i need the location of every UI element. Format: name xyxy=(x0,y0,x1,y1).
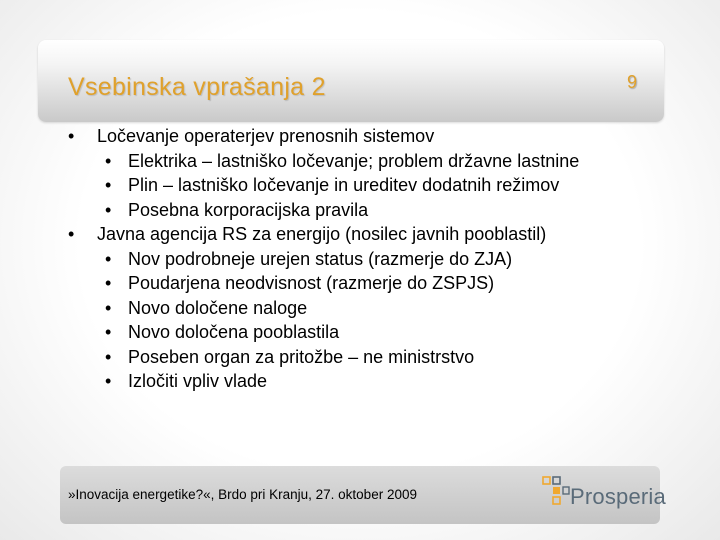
sub-bullet-text: Plin – lastniško ločevanje in ureditev dodatnih režimov xyxy=(128,175,560,195)
sub-bullet-text: Poseben organ za pritožbe – ne ministrstvo xyxy=(128,346,475,367)
bullet-icon: • xyxy=(105,322,112,342)
sub-bullet-text: Novo določena pooblastila xyxy=(128,322,340,342)
prosperia-logo-icon xyxy=(542,476,570,510)
sub-bullet-item xyxy=(60,296,670,321)
sub-bullet-text: Novo določene naloge xyxy=(128,297,308,318)
slide-number: 9 xyxy=(627,72,638,92)
slide-title: Vsebinska vprašanja 2 xyxy=(68,73,326,101)
sub-bullet-item xyxy=(60,198,670,223)
bullet-icon: • xyxy=(105,297,112,318)
sub-bullet-item xyxy=(60,320,670,345)
bullet-icon: • xyxy=(105,150,112,171)
bullet-icon: • xyxy=(68,224,75,244)
bullet-text: Ločevanje operaterjev prenosnih sistemov xyxy=(97,126,435,146)
sub-bullet-text: Posebna korporacijska pravila xyxy=(128,199,369,220)
sub-bullet-item xyxy=(60,369,670,394)
bullet-item xyxy=(60,222,670,247)
sub-bullet-item xyxy=(60,173,670,198)
logo-text: Prosperia xyxy=(570,484,666,509)
bullet-icon: • xyxy=(105,175,112,195)
sub-bullet-item xyxy=(60,345,670,370)
prosperia-logo xyxy=(540,474,666,514)
sub-bullet-text: Poudarjena neodvisnost (razmerje do ZSPJS) xyxy=(128,273,495,293)
bullet-list xyxy=(60,124,670,394)
slide-content xyxy=(60,124,670,394)
bullet-icon: • xyxy=(105,273,112,293)
bullet-item xyxy=(60,124,670,149)
sub-bullet-item xyxy=(60,149,670,174)
bullet-icon: • xyxy=(105,248,112,269)
sub-bullet-text: Nov podrobneje urejen status (razmerje do ZJA) xyxy=(128,248,513,269)
bullet-icon: • xyxy=(105,199,112,220)
bullet-icon: • xyxy=(105,346,112,367)
bullet-icon: • xyxy=(68,126,75,146)
sub-bullet-text: Izločiti vpliv vlade xyxy=(128,371,268,391)
sub-bullet-item xyxy=(60,247,670,272)
sub-bullet-item xyxy=(60,271,670,296)
bullet-icon: • xyxy=(105,371,112,391)
footer-text: »Inovacija energetike?«, Brdo pri Kranju, 27. oktober 2009 xyxy=(68,487,417,502)
bullet-text: Javna agencija RS za energijo (nosilec javnih pooblastil) xyxy=(97,224,547,244)
sub-bullet-text: Elektrika – lastniško ločevanje; problem državne lastnine xyxy=(128,150,580,171)
